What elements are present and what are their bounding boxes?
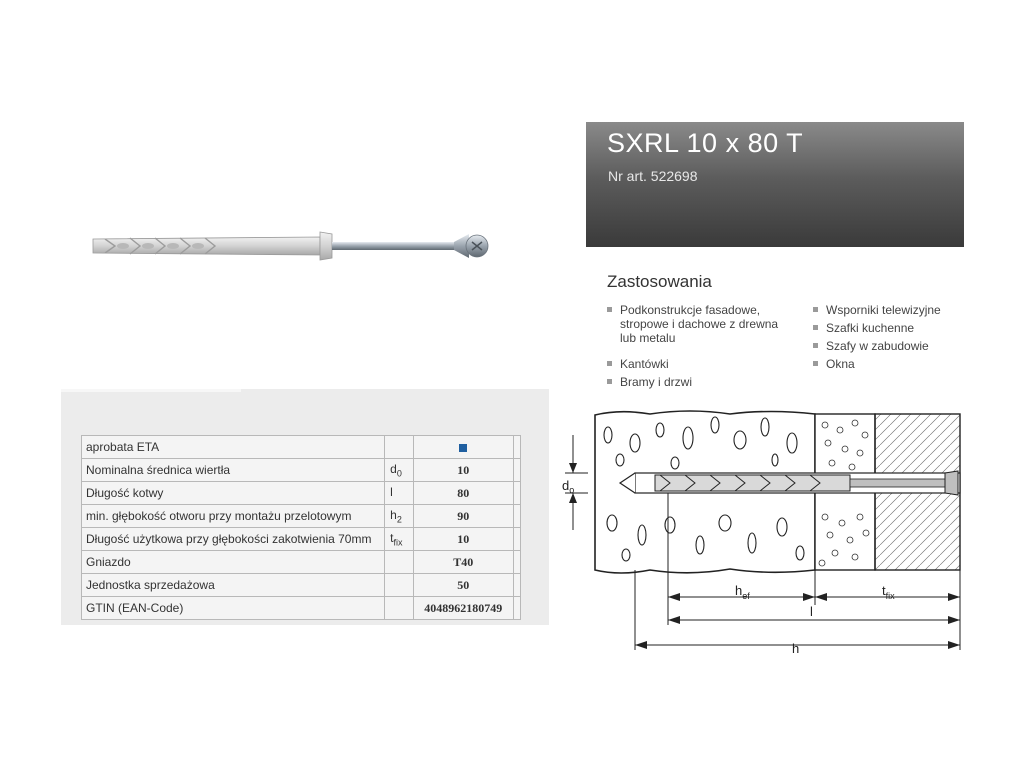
spec-spacer [513, 574, 520, 597]
application-item: Podkonstrukcje fasadowe, stropowe i dachowe z drewna lub metalu [607, 303, 797, 345]
spec-label: Nominalna średnica wiertła [82, 459, 385, 482]
product-image [85, 220, 505, 272]
spec-value [413, 436, 513, 459]
spec-label: Długość użytkowa przy głębokości zakotwienia 70mm [82, 528, 385, 551]
spec-spacer [513, 482, 520, 505]
applications-heading: Zastosowania [607, 272, 712, 291]
spec-symbol: $d_0$ [385, 459, 413, 482]
application-item: Wsporniki telewizyjne [813, 303, 973, 317]
spec-spacer [513, 551, 520, 574]
spec-label: aprobata ETA [82, 436, 385, 459]
spec-table [81, 435, 521, 620]
spec-row [82, 505, 521, 528]
spec-row [82, 436, 521, 459]
spec-label: Gniazdo [82, 551, 385, 574]
spec-spacer [513, 528, 520, 551]
spec-symbol [385, 436, 413, 459]
spec-value: 50 [413, 574, 513, 597]
product-title: SXRL 10 x 80 T [607, 128, 804, 158]
spec-value: 4048962180749 [413, 597, 513, 620]
spec-symbol [385, 574, 413, 597]
article-number: Nr art. 522698 [608, 168, 698, 184]
spec-value: 90 [413, 505, 513, 528]
spec-row [82, 551, 521, 574]
spec-row [82, 574, 521, 597]
spec-spacer [513, 505, 520, 528]
spec-value: 80 [413, 482, 513, 505]
spec-value: T40 [413, 551, 513, 574]
application-item: Szafy w zabudowie [813, 339, 973, 353]
spec-spacer [513, 597, 520, 620]
applications-list-left [607, 303, 797, 393]
application-item: Kantówki [607, 357, 797, 371]
application-item: Okna [813, 357, 973, 371]
spec-tab-strip [61, 389, 241, 392]
product-title-panel [586, 122, 964, 247]
spec-spacer [513, 436, 520, 459]
spec-row [82, 459, 521, 482]
eta-approved-icon [459, 444, 467, 452]
diagram-label-hef: $h_{ef}$ [735, 583, 750, 601]
spec-row [82, 482, 521, 505]
application-item: Szafki kuchenne [813, 321, 973, 335]
spec-row [82, 528, 521, 551]
spec-spacer [513, 459, 520, 482]
spec-symbol: $h_2$ [385, 505, 413, 528]
application-item: Bramy i drzwi [607, 375, 797, 389]
diagram-label-h: h [792, 641, 800, 655]
spec-value: 10 [413, 459, 513, 482]
spec-row [82, 597, 521, 620]
spec-symbol [385, 551, 413, 574]
spec-label: GTIN (EAN-Code) [82, 597, 385, 620]
spec-panel [61, 389, 549, 625]
diagram-label-tfix: $t_{fix}$ [882, 583, 895, 601]
spec-label: Długość kotwy [82, 482, 385, 505]
spec-label: Jednostka sprzedażowa [82, 574, 385, 597]
spec-value: 10 [413, 528, 513, 551]
installation-diagram [560, 405, 980, 655]
spec-symbol [385, 597, 413, 620]
spec-label: min. głębokość otworu przy montażu przelotowym [82, 505, 385, 528]
spec-symbol: l [385, 482, 413, 505]
diagram-label-d0: $d_o$ [562, 478, 575, 495]
applications-list-right [813, 303, 973, 375]
spec-symbol: $t_{fix}$ [385, 528, 413, 551]
diagram-label-l: l [810, 604, 813, 619]
